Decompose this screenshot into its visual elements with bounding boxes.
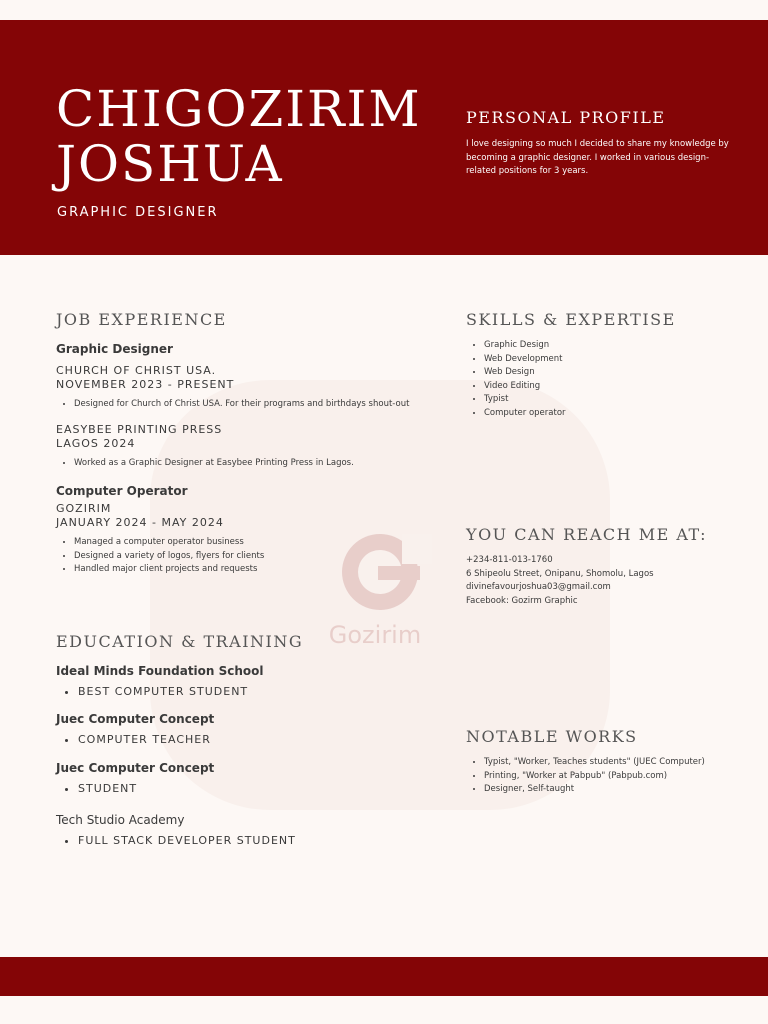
header-band <box>0 20 768 255</box>
contact-phone: +234-811-013-1760 <box>466 555 553 565</box>
list-item: • Designer, Self-taught <box>484 783 705 797</box>
watermark-text: Gozirim <box>328 621 422 649</box>
list-item: • Web Development <box>484 353 566 367</box>
name-line-2: JOSHUA <box>56 135 284 193</box>
list-item: • STUDENT <box>78 782 137 796</box>
notable-works-list <box>466 756 705 797</box>
list-item: • Typist, "Worker, Teaches students" (JUEC Computer) <box>484 756 705 770</box>
list-item: • COMPUTER TEACHER <box>78 733 211 747</box>
contact-facebook: Facebook: Gozirm Graphic <box>466 595 578 606</box>
notable-works-heading: NOTABLE WORKS <box>466 727 638 746</box>
job-1-company: CHURCH OF CHRIST USA. <box>56 364 217 377</box>
footer-band <box>0 957 768 996</box>
education-detail-4 <box>60 834 296 848</box>
education-detail-2 <box>60 733 211 747</box>
list-item: • FULL STACK DEVELOPER STUDENT <box>78 834 296 848</box>
job-2-bullets <box>56 457 354 471</box>
applicant-name <box>56 82 456 192</box>
job-2-company: EASYBEE PRINTING PRESS <box>56 423 223 436</box>
job-3-title: Computer Operator <box>56 484 188 498</box>
job-3-dates: JANUARY 2024 - MAY 2024 <box>56 516 224 529</box>
contact-email: divinefavourjoshua03@gmail.com <box>466 582 611 592</box>
education-detail-3 <box>60 782 137 796</box>
job-2-dates: LAGOS 2024 <box>56 437 136 450</box>
list-item: • Handled major client projects and requests <box>74 563 264 577</box>
contact-details <box>466 554 654 608</box>
education-detail-1 <box>60 685 248 699</box>
education-heading: EDUCATION & TRAINING <box>56 632 304 651</box>
education-school-2: Juec Computer Concept <box>56 712 215 726</box>
list-item: • Typist <box>484 393 566 407</box>
list-item: • BEST COMPUTER STUDENT <box>78 685 248 699</box>
job-3-bullets <box>56 536 264 577</box>
list-item: • Graphic Design <box>484 339 566 353</box>
job-1-title: Graphic Designer <box>56 342 173 356</box>
name-line-1: CHIGOZIRIM <box>56 80 422 138</box>
job-3-company: GOZIRIM <box>56 502 112 515</box>
list-item: • Printing, "Worker at Pabpub" (Pabpub.com) <box>484 770 705 784</box>
education-school-1: Ideal Minds Foundation School <box>56 664 264 678</box>
list-item: • Designed for Church of Christ USA. For their programs and birthdays shout-out <box>74 398 409 412</box>
applicant-role: GRAPHIC DESIGNER <box>57 205 219 220</box>
list-item: • Computer operator <box>484 407 566 421</box>
list-item: • Managed a computer operator business <box>74 536 264 550</box>
job-1-bullets <box>56 398 409 412</box>
gozirim-logo-watermark <box>320 530 450 660</box>
education-school-3: Juec Computer Concept <box>56 761 215 775</box>
list-item: • Worked as a Graphic Designer at Easybee Printing Press in Lagos. <box>74 457 354 471</box>
job-experience-heading: JOB EXPERIENCE <box>56 310 227 329</box>
education-school-4: Tech Studio Academy <box>56 813 185 827</box>
list-item: • Web Design <box>484 366 566 380</box>
list-item: • Video Editing <box>484 380 566 394</box>
contact-heading: YOU CAN REACH ME AT: <box>466 525 708 544</box>
profile-heading: PERSONAL PROFILE <box>466 108 666 127</box>
job-1-dates: NOVEMBER 2023 - PRESENT <box>56 378 235 391</box>
contact-address: 6 Shipeolu Street, Onipanu, Shomolu, Lagos <box>466 568 654 579</box>
skills-list <box>466 339 566 420</box>
skills-heading: SKILLS & EXPERTISE <box>466 310 676 329</box>
profile-text: I love designing so much I decided to share my knowledge by becoming a graphic designer. I worked in various design-related positions for 3 years. <box>466 139 729 176</box>
list-item: • Designed a variety of logos, flyers for clients <box>74 550 264 564</box>
